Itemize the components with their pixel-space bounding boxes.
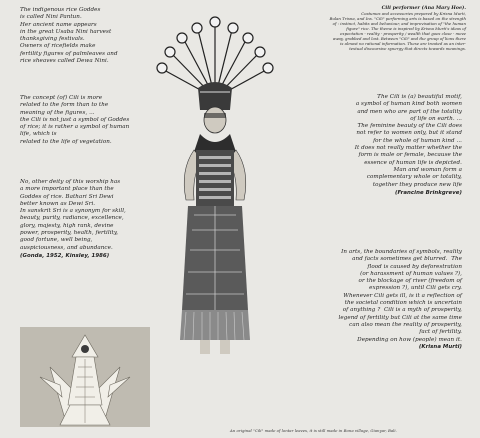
photo-credit-description: Costumes and accessories prepared by Krisna Murti, Bulan Trisna, and Ins. "Cili" performing arts is based on the strength of : instinct, habits and behaviour, and improvisation of "the human figure" rice. The theme is inspired by Krisna Murti's ideas of expectation - reality - prosperity / wealth that goes close - move away, grabbed and lost. Between "Cili" and the group of lions there is almost no rational information. These are treated as an inter- textual discoursive synergy that directs towards meanings. (329, 11, 466, 51)
paragraph-cili-concept: The concept (of) Cili is more related to the form than to the meaning of the figures, ... the Cili is not just a symbol of Goddes of rice; it is rather a symbol of human life, which is related to the life of vegetation. (20, 95, 130, 145)
citation-brinkgreve: (Francine Brinkgreve) (395, 190, 462, 196)
cili-performer-photo (150, 10, 280, 365)
citation-krisna-murti: (Krisna Murti) (418, 344, 462, 350)
paragraph-arts-boundaries: In arts, the boundaries of symbols, reality and facts sometimes get blurred. The flood is caused by deforestration (or harassment of human values ?), or the blockage of river (freedom of expression ?), until Cili gets cry. Whenever Cili gets ill, is it a reflection of the societal condition which is uncertain of anything ? Cili is a myth of prosperity, legend of fertility but Cili at the same time can also mean the reality of prosperity, fact of fertility. Depending on how (people) mean it. (338, 249, 462, 343)
citation-gonda-kinsley: (Gonda, 1952, Kinsley, 1986) (20, 253, 110, 259)
paragraph-dewi-sri: No, other deity of this worship has a more important place than the Goddes of rice. Bathari Sri Dewi better known as Dewi Sri. In sanskrit Sri is a synonym for skill, beauty, purity, radiance, excellence, glory, majesty, high rank, devine power, prosperity, health, fertility, good fortune, well being, auspiciousness, and abundance. (20, 179, 126, 251)
lontar-cili-photo (20, 327, 150, 427)
photo-credit-title: Cili performer (Ana Mary Hoe). (381, 5, 466, 11)
paragraph-nini-pantun: The indigenous rice Goddes is called Nini Pantun. Her ancient name appears in the great Usaba Nini harvest thanksgiving festivals. Owners of ricefields make fertility figures of palmleaves and rice sheaves called Dewa Nini. (20, 7, 118, 65)
inset-photo-caption: An original "Cili" made of lontar leaves, it is still made in Bona village, Gianyar, Bali. (230, 428, 397, 433)
paragraph-cili-motif: The Cili is (a) beautiful motif, a symbol of human kind both women and men who are part of the totality of life on earth. ... The feminine beauty of the Cili does not refer to women only, but it stand for the whole of human kind ... It does not really matter whether the form is male or female, because the essence of human life is depicted. Man and woman form a complementary whole or totality, together they produce new life (354, 94, 462, 188)
